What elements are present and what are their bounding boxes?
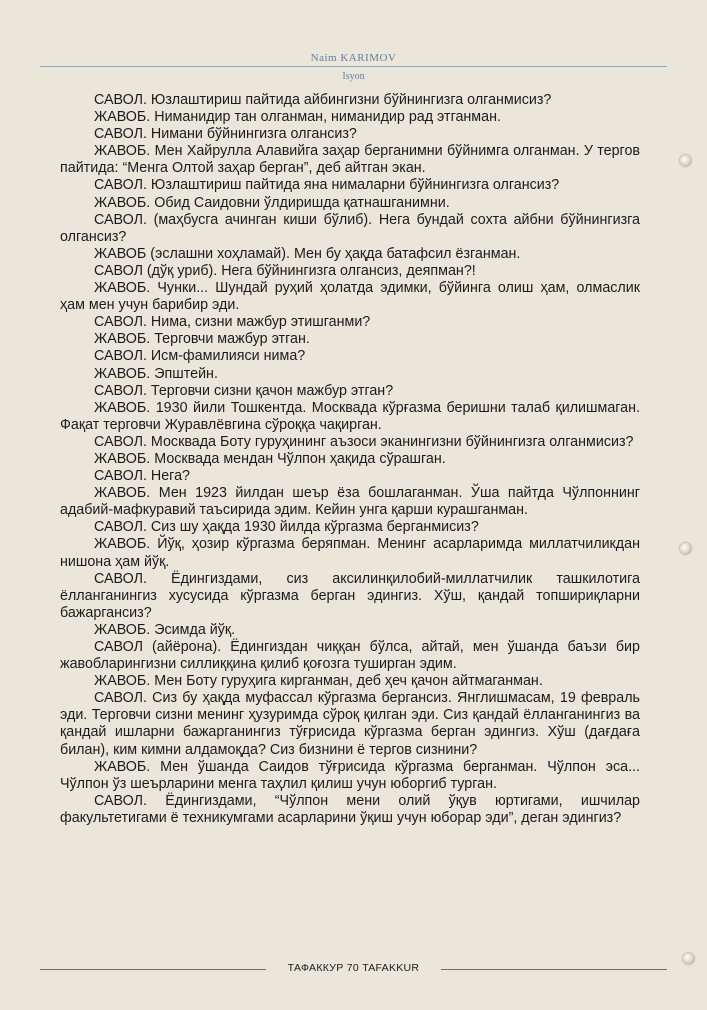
running-head-author: Naim KARIMOV [310,52,397,64]
paragraph: ЖАВОБ. Эсимда йўқ. [94,621,236,638]
page-footer [40,960,667,980]
footer-folio: ТАФАККУР 70 TAFAKKUR [287,962,420,974]
paragraph: ЖАВОБ. Йўқ, ҳозир кўргазма беряпман. Менинг асарларимда миллатчиликдан нишона ҳам йўқ. [60,536,640,570]
header-rule [40,66,667,67]
paragraph: САВОЛ. Нега? [94,468,190,485]
paragraph: САВОЛ. (маҳбусга ачинган киши бўлиб). Нега бундай сохта айбни бўйнингизга олгансиз? [60,211,640,245]
paragraph: САВОЛ (дўқ уриб). Нега бўйнингизга олгансиз, деяпман?! [94,262,476,279]
paragraph: ЖАВОБ. Мен Хайрулла Алавийга заҳар берганимни бўйнимга олганман. У тергов пайтида: “Менга Олтой заҳар берган”, деб айтган экан. [60,143,640,177]
paragraph: САВОЛ (айёрона). Ёдингиздан чиққан бўлса, айтай, мен ўшанда баъзи бир жавобларингизни силлиққина қилиб қоғозга туширган эдим. [60,639,640,673]
paragraph: ЖАВОБ. Мен Боту гуруҳига кирганман, деб ҳеч қачон айтмаганман. [94,673,543,690]
interrogation-transcript [60,92,640,827]
paragraph: ЖАВОБ. Терговчи мажбур этган. [94,331,310,348]
paragraph: ЖАВОБ. Чунки... Шундай руҳий ҳолатда эдимки, бўйинга олиш ҳам, олмаслик ҳам мен учун барибир эди. [60,280,640,314]
paragraph: САВОЛ. Сиз шу ҳақда 1930 йилда кўргазма берганмисиз? [94,519,479,536]
paragraph: САВОЛ. Нимани бўйнингизга олгансиз? [94,126,357,143]
paragraph: ЖАВОБ. Мен 1923 йилдан шеър ёза бошлаганман. Ўша пайтда Чўлпоннинг адабий-мафкуравий таъсирида эдим. Кейин унга қарши курашганман. [60,485,640,519]
paragraph: САВОЛ. Юзлаштириш пайтида айбингизни бўйнингизга олганмисиз? [94,92,552,108]
paragraph: ЖАВОБ. Мен ўшанда Саидов тўғрисида кўргазма берганман. Чўлпон эса... Чўлпон ўз шеърларини менга таҳлил қилиш учун юборгиб турган. [60,758,640,792]
punch-hole-icon [680,543,691,554]
punch-hole-icon [683,953,694,964]
paragraph: САВОЛ. Сиз бу ҳақда муфассал кўргазма бергансиз. Янглишмасам, 19 февраль эди. Терговчи сизни менинг ҳузуримда сўроқ қилган эди. Сиз қандай ёлланганингиз ва қандай ишларни бажарганингиз тўғрисида кўргазма берган эдингиз. Хўш (дағдаға билан), ким кимни алдамоқда? Сиз бизнини ё тергов сизнини? [60,690,640,758]
paragraph: САВОЛ. Исм-фамилияси нима? [94,348,306,365]
running-head-section: Isyon [342,71,365,82]
paragraph: ЖАВОБ. Ниманидир тан олганман, ниманидир рад этганман. [94,109,501,126]
punch-hole-icon [680,155,691,166]
paragraph: САВОЛ. Юзлаштириш пайтида яна нималарни бўйнингизга олгансиз? [94,177,560,194]
paragraph: ЖАВОБ. Эпштейн. [94,365,218,382]
paragraph: ЖАВОБ. Обид Саидовни ўлдиришда қатнашганимни. [94,194,450,211]
paragraph: САВОЛ. Ёдингиздами, сиз аксилинқилобий-миллатчилик ташкилотига ёлланганингиз хусусида кўргазма берган эдингиз. Хўш, қандай топшириқларни бажаргансиз? [60,570,640,621]
paragraph: ЖАВОБ (эслашни хоҳламай). Мен бу ҳақда батафсил ёзганман. [94,245,521,262]
paragraph: САВОЛ. Нима, сизни мажбур этишганми? [94,314,371,331]
paragraph: САВОЛ. Терговчи сизни қачон мажбур этган? [94,382,394,399]
paragraph: САВОЛ. Москвада Боту гуруҳининг аъзоси эканингизни бўйнингизга олганмисиз? [94,433,634,450]
paragraph: САВОЛ. Ёдингиздами, “Чўлпон мени олий ўқув юртигами, ишчилар факультетигами ё техникумгами асарларини ўқиш учун юборар эди”, деган эдингиз? [60,792,640,826]
footer-rule-right [441,969,667,970]
paragraph: ЖАВОБ. Москвада мендан Чўлпон ҳақида сўрашган. [94,450,446,467]
paragraph: ЖАВОБ. 1930 йили Тошкентда. Москвада кўрғазма беришни талаб қилишмаган. Фақат терговчи Журавлёвгина сўроққа чақирган. [60,399,640,433]
